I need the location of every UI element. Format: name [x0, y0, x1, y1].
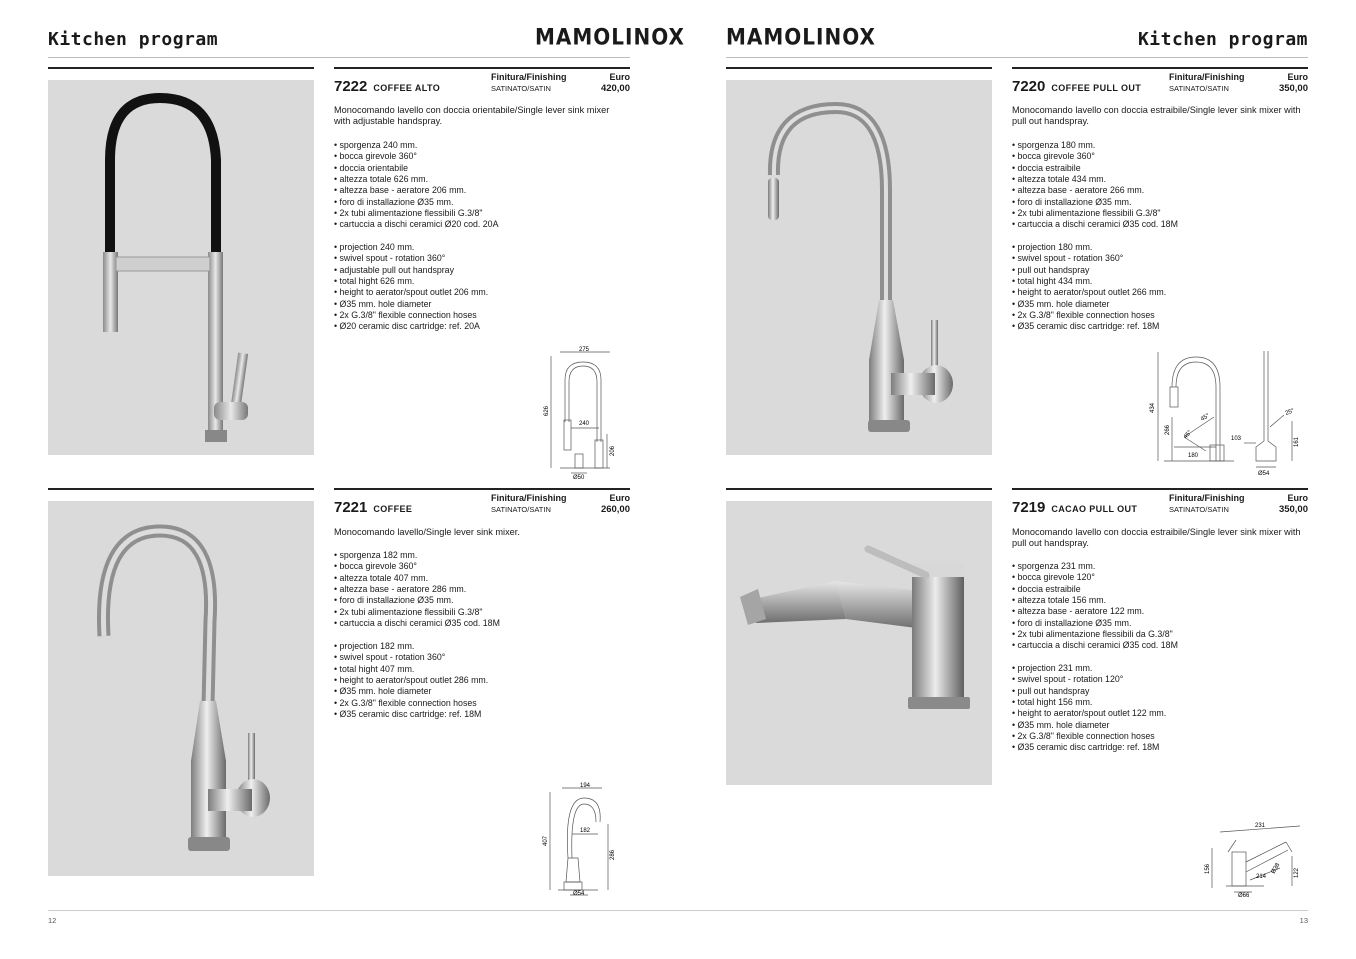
dim-outlet: 266 [1165, 424, 1171, 435]
dim-hole: Ø50 [573, 475, 585, 480]
right-header-title: Kitchen program [1137, 29, 1308, 50]
specs-italian-7220 [1012, 140, 1308, 231]
faucet-7221-icon [48, 501, 314, 876]
spec-item: • doccia orientabile [334, 163, 624, 174]
dim-height: 434 [1150, 402, 1156, 413]
dim-outlet: 286 [610, 849, 616, 860]
spec-item: • 2x tubi alimentazione flessibili G.3/8" [1012, 208, 1308, 219]
footer-divider [48, 910, 1308, 911]
spec-item: • 2x G.3/8" flexible connection hoses [1012, 310, 1308, 321]
dim-side-depth: 103 [1231, 436, 1242, 442]
product-price: 350,00 [1278, 83, 1308, 94]
spec-item: • projection 240 mm. [334, 242, 624, 253]
section-rule [48, 488, 314, 490]
spec-item: • height to aerator/spout outlet 266 mm. [1012, 287, 1308, 298]
specs-english-7219 [1012, 663, 1308, 754]
spec-item: • doccia estraibile [1012, 163, 1308, 174]
section-rule [1012, 67, 1308, 69]
product-photo-7222 [48, 80, 314, 455]
product-name: COFFEE ALTO [373, 83, 441, 93]
dim-width: 194 [580, 783, 591, 789]
spec-item: • altezza base - aeratore 206 mm. [334, 185, 624, 196]
product-price: 350,00 [1278, 504, 1308, 515]
spec-item: • total hight 156 mm. [1012, 697, 1308, 708]
product-price: 260,00 [600, 504, 630, 515]
dim-height: 156 [1205, 863, 1211, 874]
product-code: 7219 [1012, 499, 1046, 516]
dim-hole: Ø66 [1238, 893, 1250, 899]
faucet-7220-icon [726, 80, 992, 455]
spec-item: • bocca girevole 360° [334, 151, 624, 162]
dim-width: 275 [579, 347, 590, 353]
product-photo-7219 [726, 501, 992, 785]
product-photo-7220 [726, 80, 992, 455]
section-rule [726, 488, 992, 490]
technical-drawing-7222 [535, 342, 620, 480]
spec-item: • total hight 434 mm. [1012, 276, 1308, 287]
product-code: 7220 [1012, 78, 1046, 95]
faucet-7222-icon [48, 80, 314, 455]
spec-item: • bocca girevole 360° [1012, 151, 1308, 162]
spec-item: • sporgenza 231 mm. [1012, 561, 1308, 572]
spec-item: • projection 182 mm. [334, 641, 624, 652]
dim-hole: Ø54 [1258, 471, 1270, 477]
specs-italian-7221 [334, 550, 624, 629]
left-header-divider [48, 57, 630, 58]
spec-item: • 2x tubi alimentazione flessibili da G.3/8" [1012, 629, 1308, 640]
product-heading-7222 [334, 78, 440, 96]
spec-item: • cartuccia a dischi ceramici Ø35 cod. 18M [1012, 640, 1308, 651]
spec-item: • bocca girevole 120° [1012, 572, 1308, 583]
finishing-value: SATINATO/SATIN [491, 505, 551, 514]
specs-english-7221 [334, 641, 624, 720]
dim-angle: 45° [1200, 412, 1211, 423]
dim-reach: 214 [1256, 874, 1267, 880]
finishing-value: SATINATO/SATIN [1169, 505, 1229, 514]
spec-item: • foro di installazione Ø35 mm. [334, 595, 624, 606]
spec-item: • 2x tubi alimentazione flessibili G.3/8" [334, 607, 624, 618]
spec-item: • altezza base - aeratore 122 mm. [1012, 606, 1308, 617]
right-header-divider [726, 57, 1308, 58]
spec-item: • Ø35 mm. hole diameter [334, 686, 624, 697]
spec-item: • pull out handspray [1012, 265, 1308, 276]
spec-item: • sporgenza 240 mm. [334, 140, 624, 151]
spec-item: • pull out handspray [1012, 686, 1308, 697]
spec-item: • 2x G.3/8" flexible connection hoses [334, 310, 624, 321]
product-photo-7221 [48, 501, 314, 876]
section-rule [48, 67, 314, 69]
product-heading-7219 [1012, 499, 1137, 517]
spec-item: • swivel spout - rotation 360° [334, 652, 624, 663]
finishing-label: Finitura/Finishing [1169, 493, 1245, 503]
spec-item: • sporgenza 180 mm. [1012, 140, 1308, 151]
product-heading-7220 [1012, 78, 1141, 96]
spec-item: • 2x tubi alimentazione flessibili G.3/8" [334, 208, 624, 219]
spec-item: • bocca girevole 360° [334, 561, 624, 572]
spec-item: • foro di installazione Ø35 mm. [1012, 197, 1308, 208]
spec-item: • foro di installazione Ø35 mm. [1012, 618, 1308, 629]
product-description: Monocomando lavello con doccia estraibile/Single lever sink mixer with pull out handspray. [1012, 105, 1301, 127]
specs-english-7220 [1012, 242, 1308, 333]
spec-item: • swivel spout - rotation 360° [334, 253, 624, 264]
spec-item: • doccia estraibile [1012, 584, 1308, 595]
spec-item: • cartuccia a dischi ceramici Ø20 cod. 20A [334, 219, 624, 230]
currency-label: Euro [1287, 72, 1308, 82]
spec-item: • Ø35 mm. hole diameter [1012, 720, 1308, 731]
spec-item: • altezza base - aeratore 266 mm. [1012, 185, 1308, 196]
dim-outlet: 206 [610, 445, 616, 456]
specs-italian-7219 [1012, 561, 1308, 652]
spec-item: • adjustable pull out handspray [334, 265, 624, 276]
currency-label: Euro [1287, 493, 1308, 503]
spec-item: • altezza totale 434 mm. [1012, 174, 1308, 185]
section-rule [1012, 488, 1308, 490]
technical-drawing-7220 [1144, 347, 1308, 479]
dim-reach: 240 [579, 421, 590, 427]
spec-item: • altezza totale 407 mm. [334, 573, 624, 584]
spec-item: • 2x G.3/8" flexible connection hoses [1012, 731, 1308, 742]
left-brand-logo: MAMOLINOX [535, 23, 685, 51]
left-header-title: Kitchen program [48, 29, 219, 50]
spec-item: • height to aerator/spout outlet 286 mm. [334, 675, 624, 686]
dim-angle: 45° [1182, 429, 1194, 441]
spec-item: • Ø35 mm. hole diameter [1012, 299, 1308, 310]
page-number-right: 13 [1299, 916, 1308, 925]
section-rule [334, 488, 630, 490]
product-code: 7221 [334, 499, 368, 516]
product-name: COFFEE PULL OUT [1051, 83, 1142, 93]
finishing-value: SATINATO/SATIN [1169, 84, 1229, 93]
faucet-7219-icon [726, 501, 992, 785]
product-description: Monocomando lavello/Single lever sink mixer. [334, 527, 520, 537]
dim-reach: 180 [1188, 453, 1199, 459]
currency-label: Euro [609, 493, 630, 503]
section-rule [334, 67, 630, 69]
spec-item: • projection 180 mm. [1012, 242, 1308, 253]
right-brand-logo: MAMOLINOX [726, 23, 876, 51]
spec-item: • Ø35 ceramic disc cartridge: ref. 18M [1012, 321, 1308, 332]
currency-label: Euro [609, 72, 630, 82]
spec-item: • total hight 407 mm. [334, 664, 624, 675]
spec-item: • altezza totale 626 mm. [334, 174, 624, 185]
spec-item: • swivel spout - rotation 360° [1012, 253, 1308, 264]
spec-item: • Ø35 ceramic disc cartridge: ref. 18M [1012, 742, 1308, 753]
finishing-label: Finitura/Finishing [1169, 72, 1245, 82]
spec-item: • projection 231 mm. [1012, 663, 1308, 674]
product-heading-7221 [334, 499, 412, 517]
page-number-left: 12 [48, 916, 57, 925]
product-code: 7222 [334, 78, 368, 95]
dim-outlet: 122 [1294, 867, 1300, 878]
spec-item: • Ø20 ceramic disc cartridge: ref. 20A [334, 321, 624, 332]
finishing-label: Finitura/Finishing [491, 493, 567, 503]
product-description: Monocomando lavello con doccia orientabile/Single lever sink mixer with adjustable handspray. [334, 105, 610, 127]
finishing-label: Finitura/Finishing [491, 72, 567, 82]
spec-item: • sporgenza 182 mm. [334, 550, 624, 561]
dim-width: 231 [1255, 823, 1266, 829]
dim-side-height: 161 [1294, 436, 1300, 447]
spec-item: • height to aerator/spout outlet 122 mm. [1012, 708, 1308, 719]
spec-item: • height to aerator/spout outlet 206 mm. [334, 287, 624, 298]
spec-item: • altezza totale 156 mm. [1012, 595, 1308, 606]
dim-hole: Ø54 [573, 891, 585, 897]
dim-height: 626 [544, 405, 550, 416]
spec-item: • Ø35 mm. hole diameter [334, 299, 624, 310]
specs-italian-7222 [334, 140, 624, 231]
product-description: Monocomando lavello con doccia estraibile/Single lever sink mixer with pull out handspray. [1012, 527, 1301, 549]
technical-drawing-7221 [538, 778, 623, 900]
spec-item: • 2x G.3/8" flexible connection hoses [334, 698, 624, 709]
spec-item: • total hight 626 mm. [334, 276, 624, 287]
product-name: COFFEE [373, 504, 413, 514]
spec-item: • altezza base - aeratore 286 mm. [334, 584, 624, 595]
dim-reach: 182 [580, 828, 591, 834]
spec-item: • cartuccia a dischi ceramici Ø35 cod. 18M [334, 618, 624, 629]
finishing-value: SATINATO/SATIN [491, 84, 551, 93]
product-price: 420,00 [600, 83, 630, 94]
dim-height: 407 [543, 835, 549, 846]
spec-item: • Ø35 ceramic disc cartridge: ref. 18M [334, 709, 624, 720]
dim-angle: 25° [1284, 408, 1296, 417]
specs-english-7222 [334, 242, 624, 333]
product-name: CACAO PULL OUT [1051, 504, 1138, 514]
technical-drawing-7219 [1200, 818, 1308, 900]
spec-item: • swivel spout - rotation 120° [1012, 674, 1308, 685]
spec-item: • foro di installazione Ø35 mm. [334, 197, 624, 208]
section-rule [726, 67, 992, 69]
spec-item: • cartuccia a dischi ceramici Ø35 cod. 18M [1012, 219, 1308, 230]
dim-spray: Ø38 [1270, 862, 1282, 875]
